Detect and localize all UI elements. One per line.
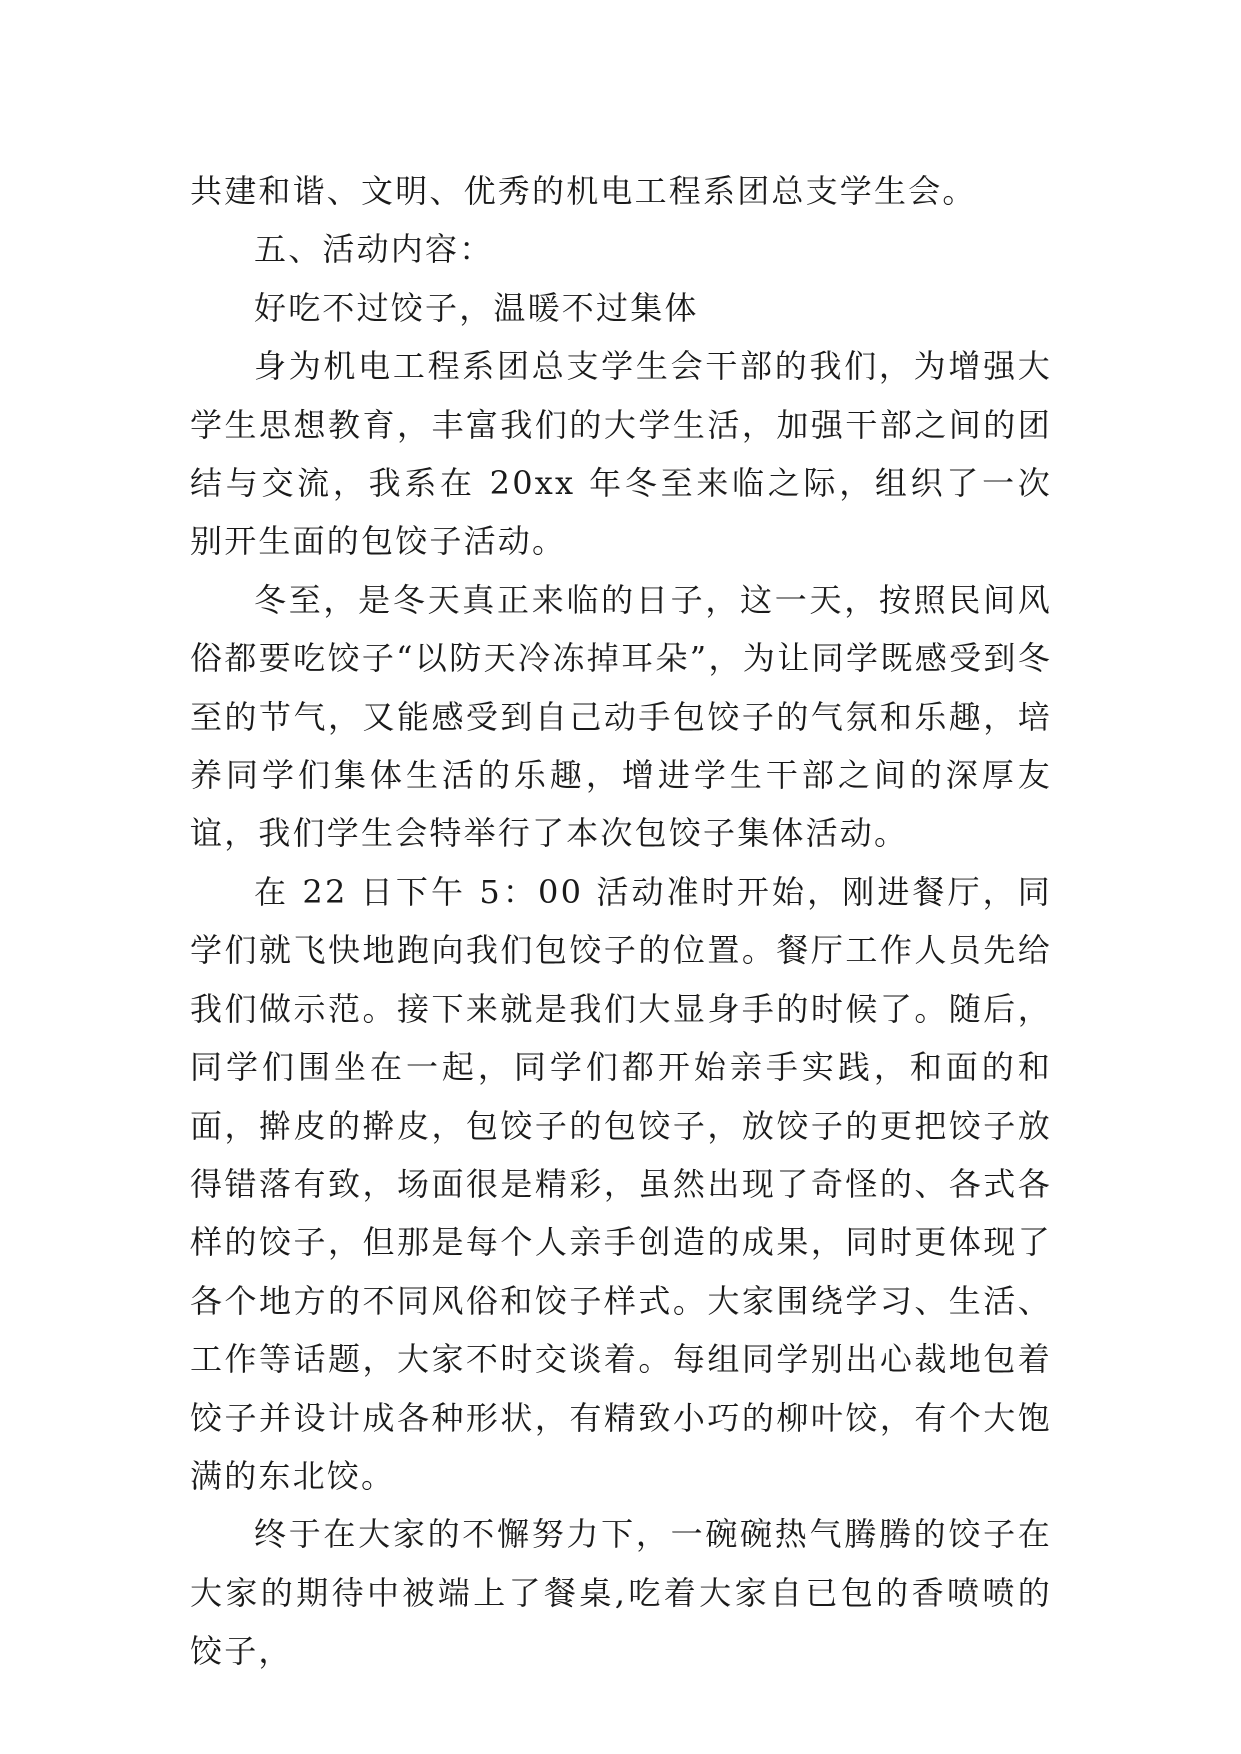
activity-title: 好吃不过饺子，温暖不过集体 <box>254 288 699 327</box>
paragraph-activity-process: 在 22 日下午 5：00 活动准时开始，刚进餐厅，同学们就飞快地跑向我们包饺子的位置。餐厅工作人员先给我们做示范。接下来就是我们大显身手的时候了。随后，同学们围坐在一起，同学们都开始亲手实践，和面的和面，擀皮的擀皮，包饺子的包饺子，放饺子的更把饺子放得错落有致，场面很是精彩，虽然出现了奇怪的、各式各样的饺子，但那是每个人亲手创造的成果，同时更体现了各个地方的不同风俗和饺子样式。大家围绕学习、生活、工作等话题，大家不时交谈着。每组同学别出心裁地包着饺子并设计成各种形状，有精致小巧的柳叶饺，有个大饱满的东北饺。 <box>190 872 1052 1495</box>
section-heading-activity-content: 五、活动内容： <box>254 230 494 269</box>
paragraph-winter-solstice: 冬至，是冬天真正来临的日子，这一天，按照民间风俗都要吃饺子“以防天冷冻掉耳朵”，为让同学既感受到冬至的节气，又能感受到自己动手包饺子的气氛和乐趣，培养同学们集体生活的乐趣，增进学生干部之间的深厚友谊，我们学生会特举行了本次包饺子集体活动。 <box>190 580 1052 853</box>
paragraph-continuation: 共建和谐、文明、优秀的机电工程系团总支学生会。 <box>190 172 977 210</box>
document-body <box>190 162 1052 1681</box>
paragraph-intro: 身为机电工程系团总支学生会干部的我们，为增强大学生思想教育，丰富我们的大学生活，加强干部之间的团结与交流，我系在 20xx 年冬至来临之际，组织了一次别开生面的包饺子活动。 <box>190 347 1052 561</box>
paragraph-conclusion: 终于在大家的不懈努力下，一碗碗热气腾腾的饺子在大家的期待中被端上了餐桌,吃着大家自已包的香喷喷的饺子， <box>190 1515 1052 1671</box>
